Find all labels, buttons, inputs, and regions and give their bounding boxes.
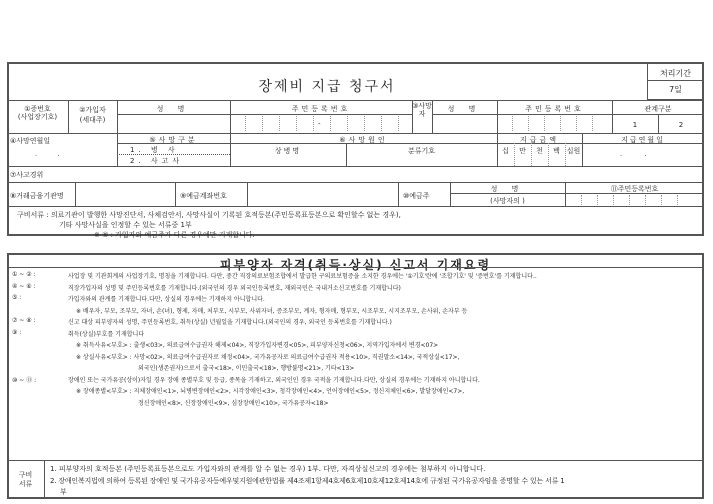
card-no-label: ①증번호 (24, 105, 51, 113)
account-holder-label: ⑩예금주 (403, 192, 430, 200)
guide-item-text: 장애인 또는 국가유공(상이)자일 경우 장애 종별부호 및 등급, 종목을 기재하고, 외국인인 경우 국적을 기재합니다.다만, 상실의 경우에는 기재하지 아니합니다. (68, 376, 480, 384)
disease-name-label: 상병명 (274, 147, 302, 155)
guide-item-text: ※ 취득사유<부호> : 출생<03>, 의료급여수급권자 해제<04>, 직장가입자변경<05>, 피부양자신청<06>, 지역가입자에서 변경<07> (76, 342, 439, 349)
guide-item-key: ⑦ ~ ⑧ : (12, 317, 36, 324)
householder-label: (세대주) (79, 116, 106, 124)
required-docs-note: 구비서류 : 의료기관이 발행한 사망진단서, 사체검안서, 사망사실이 기록된 호적등본(주민등록표등본으로 확인할수 없는 경우), (17, 211, 401, 219)
subscriber-rrn-label: 주민등록번호 (291, 105, 351, 113)
guide-item-key: ⑤ : (12, 294, 22, 301)
holder-name-sub: (사망자의 ) (490, 197, 525, 205)
deceased-rrn-label: 주민등록번호 (525, 105, 584, 113)
unit-label: 만 (519, 147, 526, 155)
guide-req-label: 구비 (18, 471, 33, 479)
guide-item-text: 가입자와의 관계를 기재합니다.다만, 상실의 경우에는 기재하지 아니합니다. (68, 296, 265, 303)
subscriber-label: ②가입자 (79, 106, 106, 114)
period-value: 7일 (669, 85, 682, 94)
death-type-label: ⑤사망구분 (149, 136, 198, 144)
guide-req-item-2: 2. 장애인복지법에 의하여 등록된 장애인 및 국가유공자등예우및지원에관한법률 제4조제1항제4호제6호제10호제12호제14호에 규정된 국가유공자임을 증명할 수 있는 서류 1 (50, 477, 565, 485)
form-title: 장제비 지급 청구서 (258, 79, 396, 95)
guide-item-text: 사업장 및 기관회계의 사업장기호, 명칭을 기재합니다. 다만, 중간 직장의료보험조합에서 발급한 구의료보험증을 소지한 경우에는 '①기호'란에 '조합기호' 및 '증번호'를 기재합니다.. (68, 273, 537, 280)
relation-option-2[interactable]: 2 (678, 121, 684, 129)
guide-item-text: 외국인(생존권자)으로서 출국<18>, 이민출국<18>, 행방불명<21>, 기타<13> (138, 365, 355, 372)
unit-label: 백 (553, 147, 560, 155)
relation-option-1[interactable]: 1 (632, 121, 638, 129)
payment-amount-label: 지급금액 (519, 136, 560, 144)
guide-title: 피부양자 자격(취득·상실) 신고서 기재요령 (219, 258, 492, 272)
deceased-label: ③사망자 (412, 102, 432, 118)
guide-item-text: 직장가입자의 성명 및 주민등록번호를 기재합니다.(외국인의 경우 외국인등록번호, 재외국민은 국내거소신고번호를 기재합니다) (68, 284, 401, 292)
death-type-option-1[interactable]: 1. 병 사 (130, 146, 179, 154)
classification-code-label: 분류기호 (407, 147, 436, 155)
guide-item-key: ⑩ ~ ⑪ : (12, 376, 37, 384)
guide-item-text: 취득(상실)부호를 기재합니다 (68, 330, 145, 338)
required-docs-note-cont: 기타 사망사실을 인정할 수 있는 서류중 1부 (59, 221, 192, 229)
guide-req-item-1: 1. 피부양자의 호적등본 (주민등록표등본으로도 가입자와의 관계를 알 수 없는 경우) 1부. 다만, 자격상실신고의 경우에는 첨부하지 아니합니다. (50, 465, 486, 473)
guide-item-text: ※ 상실사유<부호> : 사망<02>, 의료급여수급권자로 채정<04>, 국가유공자로 의료급여수급권자 적용<10>, 직권말소<14>, 국적상실<17>, (76, 353, 460, 361)
workplace-code-label: (사업장기호) (17, 113, 58, 121)
remark-note: ※ ⑨ : 가입자와 예금주가 다른 경우에만 기재합니다. (94, 231, 255, 239)
unit-label: 십 (502, 147, 509, 155)
bank-name-label: ⑧거래금융기관명 (10, 192, 64, 200)
unit-label: 십원 (566, 147, 581, 155)
guide-req-label-2: 서류 (18, 480, 33, 488)
deceased-name-label: 성 명 (447, 105, 482, 113)
period-label: 처리기간 (660, 69, 691, 78)
relation-label: 관계구분 (644, 105, 672, 113)
guide-item-text: 신고 대상 피부양자의 성명, 주민등록번호, 취득(상실) 년월일을 기재합니다.(외국인의 경우, 외국인 등록번호를 기재합니다.) (68, 319, 392, 326)
subscriber-name-label: 성 명 (156, 105, 191, 113)
guide-item-key: ④ ~ ⑥ : (12, 282, 36, 290)
death-type-option-2[interactable]: 2. 사고사 (130, 157, 184, 165)
payment-date-label: 지급연월일 (621, 136, 665, 144)
accident-details-label: ⑦사고경위 (10, 171, 44, 179)
guide-item-text: ※ 장애종별<부호> : 지체장애인<1>, 뇌병변장애인<2>, 시각장애인<3>, 청각장애인<4>, 언어장애인<5>, 정신지체인<6>, 발달장애인<7>, (76, 388, 465, 395)
guide-item-key: ⑨ : (12, 328, 22, 336)
unit-label: 천 (536, 147, 543, 155)
account-number-label: ⑨예금계좌번호 (180, 192, 227, 200)
death-cause-label: ⑥사망원인 (339, 136, 388, 144)
holder-name-label: 성 명 (490, 185, 525, 193)
death-date-label: ④사망연월일 (10, 137, 51, 145)
guide-req-item-2-cont: 부 (60, 488, 67, 496)
holder-rrn-label: ⑪주민등록번호 (610, 185, 659, 193)
guide-item-text: ※ 배우자, 부모, 조부모, 자녀, 손(녀), 형제, 자매, 처부모, 시부모, 사위자녀, 증조부모, 계자, 형자매, 형부모, 시조부모, 시지조부모, 손사위, 손자부 등 (76, 307, 468, 315)
guide-item-text: 정신장애인<8>, 신장장애인<9>, 심장장애인<10>, 국가유공자<18> (138, 399, 329, 407)
guide-item-key: ① ~ ② : (12, 271, 36, 278)
